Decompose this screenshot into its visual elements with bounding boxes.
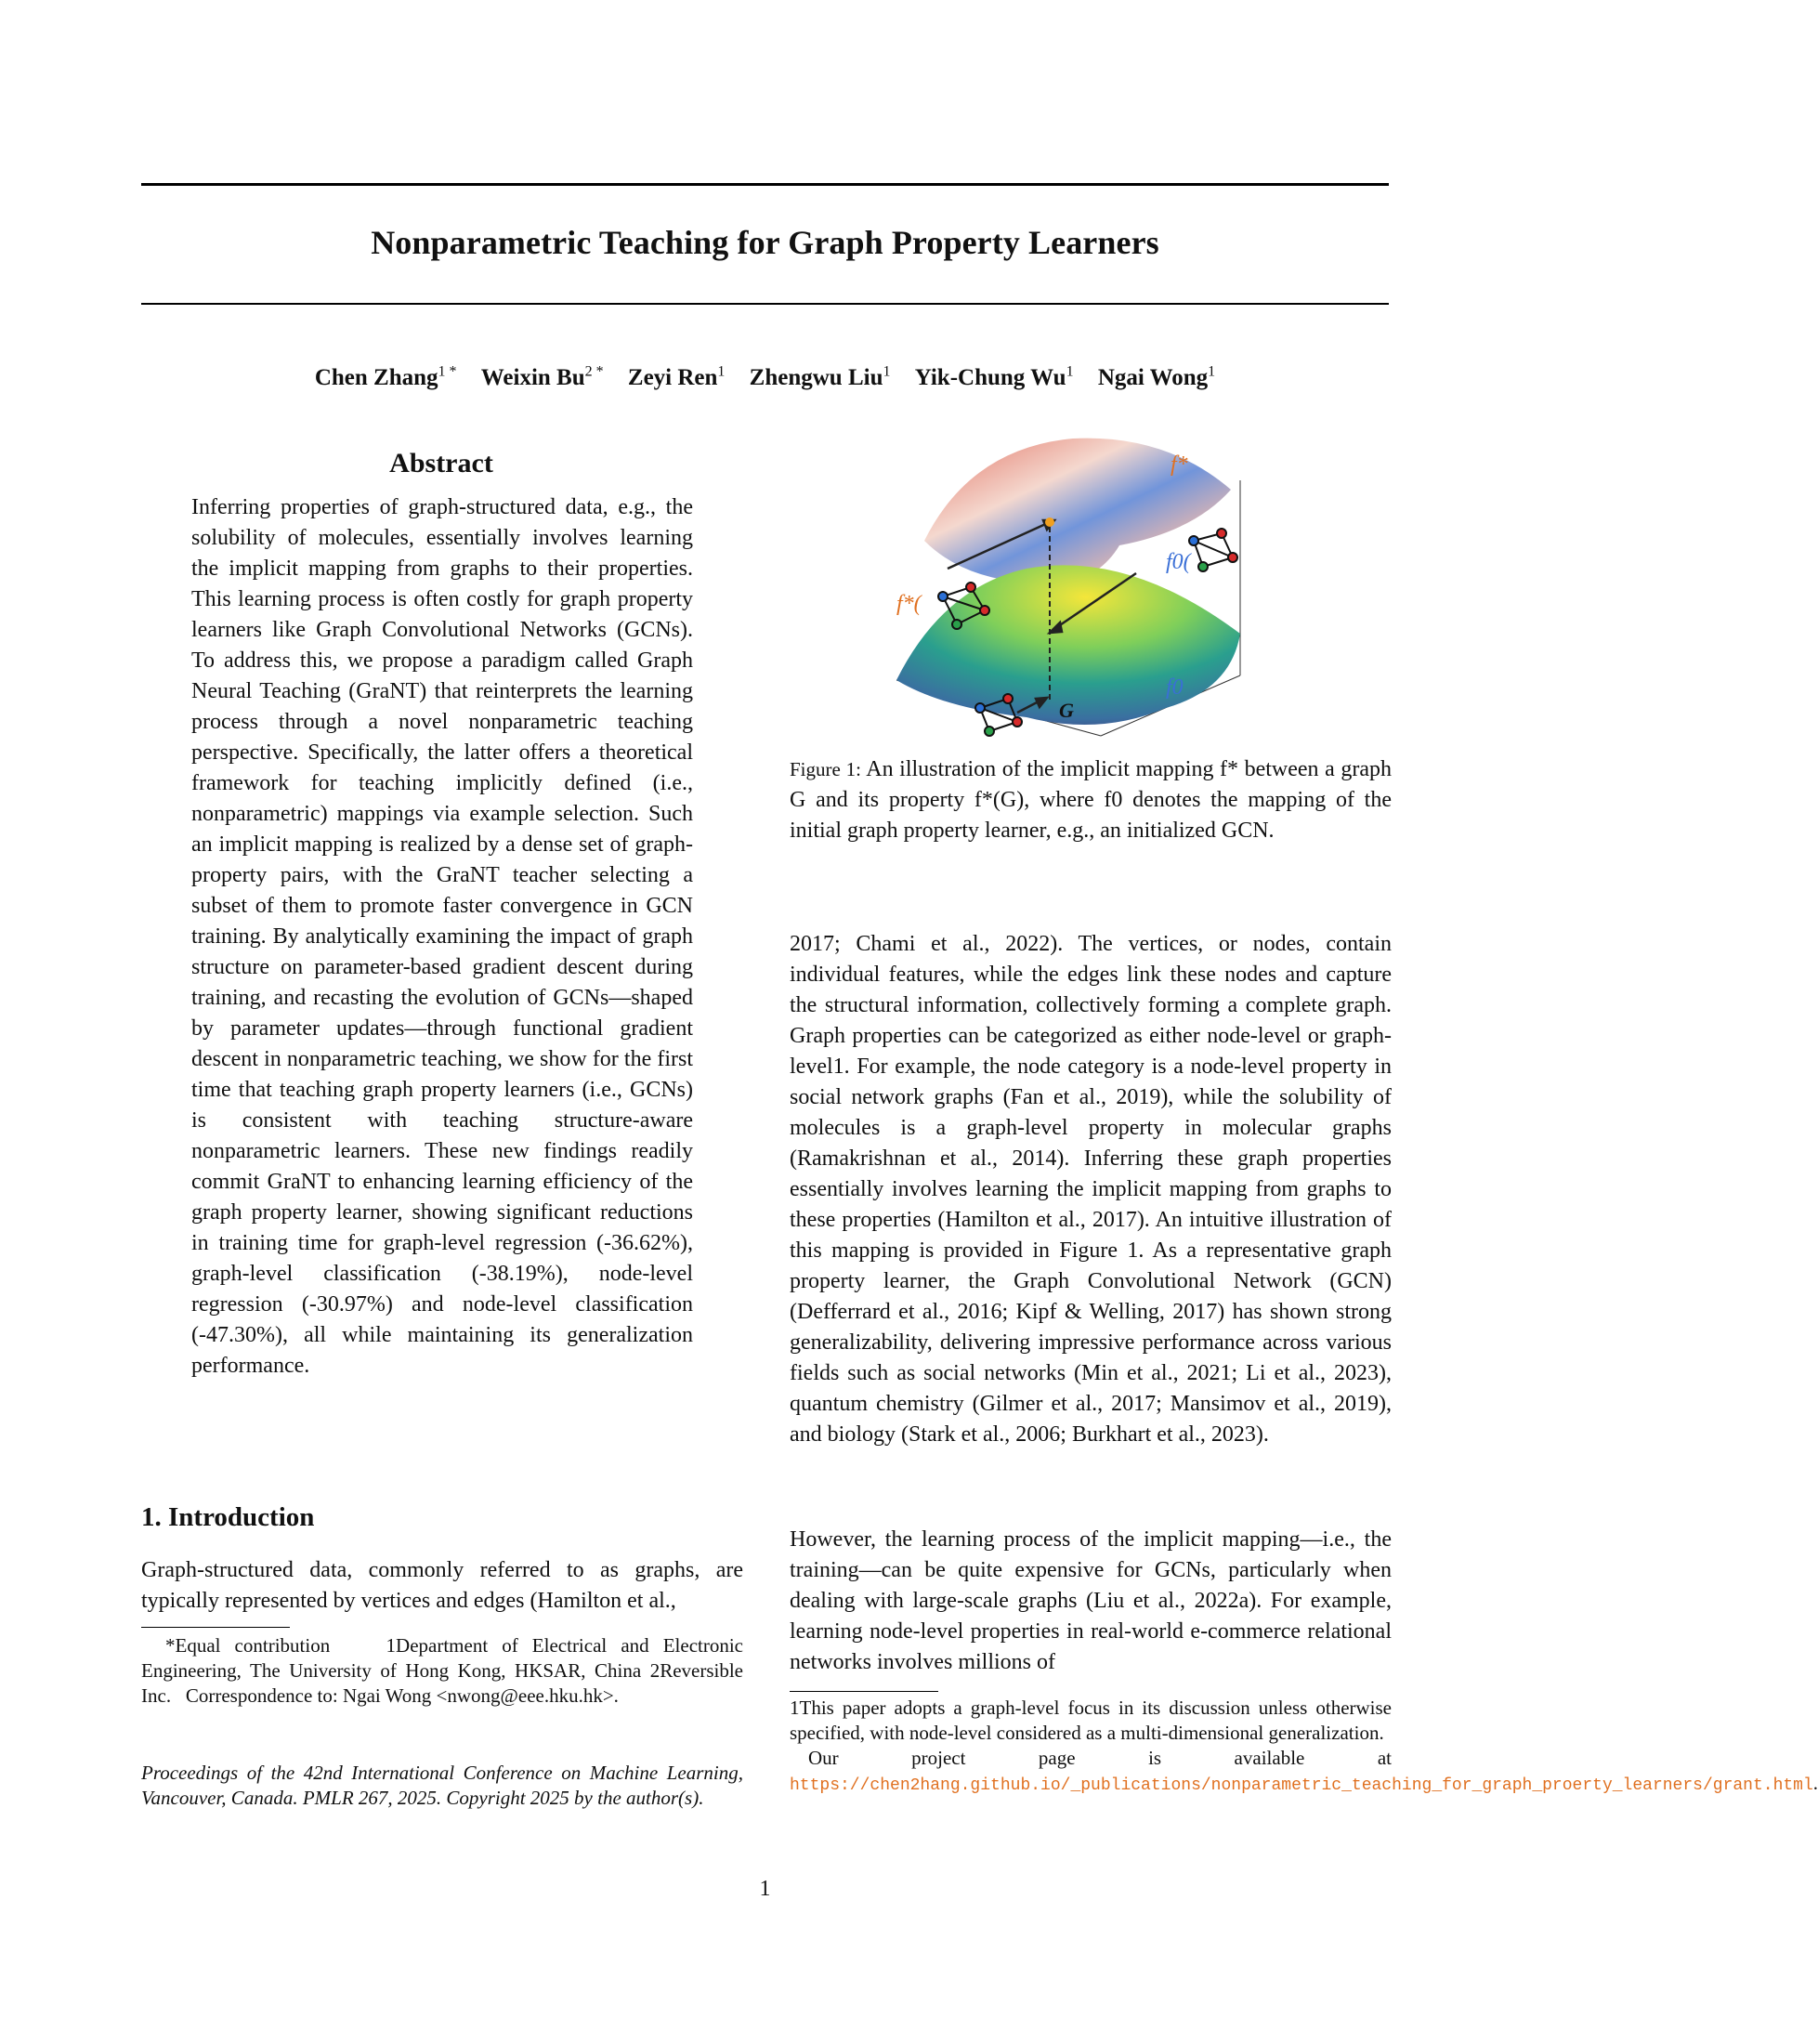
footnote-divider — [141, 1627, 290, 1628]
figure-1-illustration — [887, 429, 1314, 736]
figure-1-caption — [790, 754, 1392, 846]
author: Yik-Chung Wu$^1$ — [914, 364, 1074, 391]
affiliation-footnote — [141, 1633, 743, 1709]
affiliation-1: 1Department of Electrical and Electronic Engineering, The University of Hong Kong, HKSAR, China — [141, 1634, 744, 1682]
project-page-note: Our project page is available at https://chen2hang.github.io/_publications/nonparametric_teaching_for_graph_proerty_learners/grant.html. — [790, 1747, 1818, 1795]
proceedings-note: Proceedings of the 42nd International Conference on Machine Learning, Vancouver, Canada. PMLR 267, 2025. Copyright 2025 by the author(s). — [141, 1762, 743, 1809]
author: Ngai Wong$^1$ — [1097, 364, 1216, 391]
correspondence: Correspondence to: Ngai Wong <nwong@eee.hku.hk>. — [185, 1684, 619, 1707]
label-G: G — [1059, 699, 1074, 722]
footnote-divider — [790, 1691, 938, 1692]
affiliation-2: 2Reversible Inc. — [141, 1659, 743, 1707]
author-list — [141, 364, 1389, 391]
bottom-title-rule — [141, 303, 1389, 305]
label-f0-graph: f0( — [1166, 550, 1191, 574]
author: Zeyi Ren$^1$ — [627, 364, 726, 391]
intro-paragraph-2: However, the learning process of the implicit mapping—i.e., the training—can be quite expensive for GCNs, particularly when dealing with large-scale graphs (Liu et al., 2022a). For example, learning node-level properties in real-world e-commerce relational networks involves millions of — [790, 1527, 1392, 1674]
abstract-heading: Abstract — [389, 448, 493, 478]
footnote-1-text: 1This paper adopts a graph-level focus in its discussion unless otherwise specified, with node-level considered as a multi-dimensional generalization. — [790, 1697, 1392, 1744]
footnote-1 — [790, 1696, 1818, 1799]
intro-paragraph-continued: 2017; Chami et al., 2022). The vertices, or nodes, contain individual features, while the edges link these nodes and capture the structural information, collectively forming a complete graph. Graph properties can be categorized as either node-level or graph-level1. For example, the node category is a node-level property in social network graphs (Fan et al., 2019), while the solubility of molecules is a graph-level property in molecular graphs (Ramakrishnan et al., 2014). Inferring these graph properties essentially involves learning the implicit mapping from graphs to these properties (Hamilton et al., 2017). An intuitive illustration of this mapping is provided in Figure 1. As a representative graph property learner, the Graph Convolutional Network (GCN) (Defferrard et al., 2016; Kipf & Welling, 2017) has shown strong generalizability, delivering impressive performance across various fields such as social networks (Min et al., 2021; Li et al., 2023), quantum chemistry (Gilmer et al., 2017; Mansimov et al., 2019), and biology (Stark et al., 2006; Burkhart et al., 2023). — [790, 932, 1392, 1447]
label-fstar-graph: f*( — [896, 592, 922, 616]
author: Chen Zhang$^{1 *}$ — [314, 364, 457, 391]
figure-caption-text: An illustration of the implicit mapping f* between a graph G and its property f*(G), where f0 denotes the mapping of the initial graph property learner, e.g., an initialized GCN. — [790, 757, 1392, 843]
label-f0: f0 — [1166, 675, 1184, 700]
equal-contribution-note: *Equal contribution — [165, 1634, 331, 1657]
project-page-link[interactable]: https://chen2hang.github.io/_publications/nonparametric_teaching_for_graph_proerty_learners/grant.html — [790, 1776, 1813, 1795]
target-point — [1045, 518, 1054, 527]
top-rule — [141, 183, 1389, 186]
section-heading-introduction: 1. Introduction — [141, 1502, 315, 1532]
abstract-text: Inferring properties of graph-structured data, e.g., the solubility of molecules, essentially involves learning the implicit mapping from graphs to their properties. This learning process is often costly for graph property learners like Graph Convolutional Networks (GCNs). To address this, we propose a paradigm called Graph Neural Teaching (GraNT) that reinterprets the learning process through a novel nonparametric teaching perspective. Specifically, the latter offers a theoretical framework for teaching implicitly defined (i.e., nonparametric) mappings via example selection. Such an implicit mapping is realized by a dense set of graph-property pairs, with the GraNT teacher selecting a subset of them to promote faster convergence in GCN training. By analytically examining the impact of graph structure on parameter-based gradient descent during training, and recasting the evolution of GCNs—shaped by parameter updates—through functional gradient descent in nonparametric teaching, we show for the first time that teaching graph property learners (i.e., GCNs) is consistent with teaching structure-aware nonparametric learners. These new findings readily commit GraNT to enhancing learning efficiency of the graph property learner, showing significant reductions in training time for graph-level regression (-36.62%), graph-level classification (-38.19%), node-level regression (-30.97%) and node-level classification (-47.30%), all while maintaining its generalization performance. — [191, 495, 693, 1378]
intro-paragraph: Graph-structured data, commonly referred to as graphs, are typically represented by vertices and edges (Hamilton et al., — [141, 1558, 743, 1613]
author: Zhengwu Liu$^1$ — [749, 364, 891, 391]
label-fstar: f* — [1171, 452, 1188, 477]
author: Weixin $Bu^{2 *}$ — [480, 364, 604, 391]
paper-title: Nonparametric Teaching for Graph Property Learners — [371, 224, 1159, 261]
page-number: 1 — [759, 1877, 771, 1901]
graph-icon-right — [1189, 529, 1237, 571]
figure-label: Figure 1: — [790, 758, 861, 780]
